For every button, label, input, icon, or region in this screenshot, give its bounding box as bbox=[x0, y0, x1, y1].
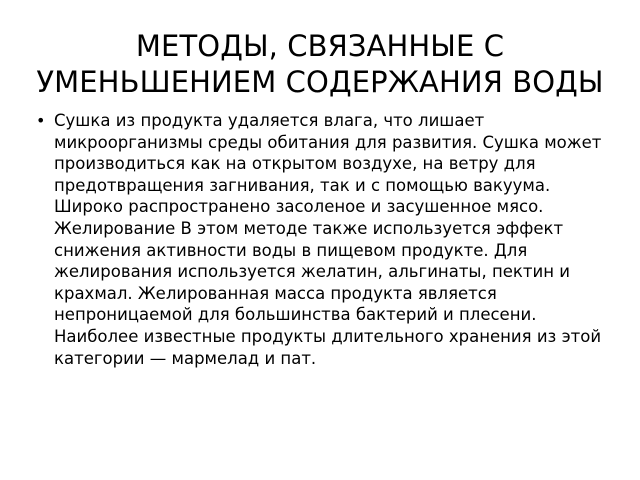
slide-title: МЕТОДЫ, СВЯЗАННЫЕ С УМЕНЬШЕНИЕМ СОДЕРЖАНИЯ ВОДЫ bbox=[36, 29, 604, 99]
bullet-marker: • bbox=[36, 111, 46, 130]
bullet-item bbox=[36, 110, 611, 369]
bullet-text: Сушка из продукта удаляется влага, что лишает микроорганизмы среды обитания для развития. Сушка может производиться как на открытом воздухе, на ветру для предотвращения загнивания, так и с помощью вакуума. Широко распространено засоленое и засушенное мясо. Желирование В этом методе также используется эффект снижения активности воды в пищевом продукте. Для желирования используется желатин, альгинаты, пектин и крахмал. Желированная масса продукта является непроницаемой для большинства бактерий и плесени. Наиболее известные продукты длительного хранения из этой категории — мармелад и пат. bbox=[54, 111, 602, 368]
bullet-list bbox=[36, 110, 611, 369]
